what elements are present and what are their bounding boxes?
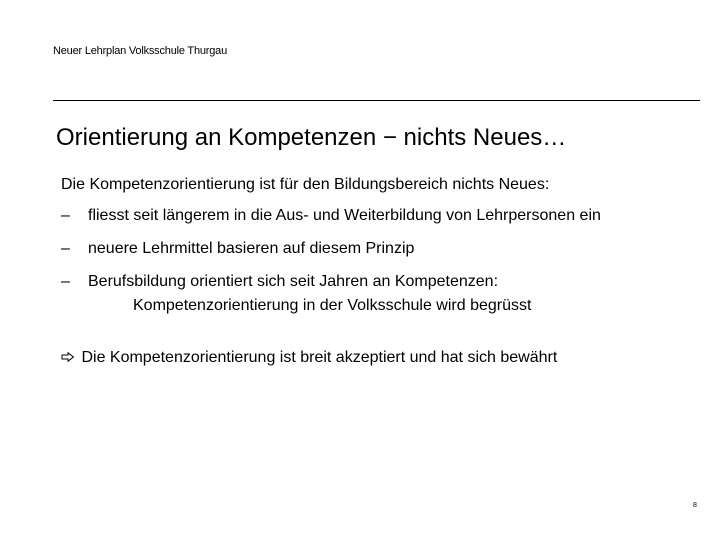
- header-divider: [53, 100, 700, 101]
- conclusion-line: [61, 349, 557, 367]
- slide-title: Orientierung an Kompetenzen − nichts Neues…: [56, 124, 567, 151]
- bullet-dash: –: [61, 207, 70, 224]
- intro-text: Die Kompetenzorientierung ist für den Bildungsbereich nichts Neues:: [61, 176, 550, 193]
- bullet-continuation-text: Kompetenzorientierung in der Volksschule wird begrüsst: [133, 297, 532, 314]
- document-header: Neuer Lehrplan Volksschule Thurgau: [53, 45, 228, 57]
- hollow-right-arrow-icon: [61, 349, 77, 367]
- bullet-dash: –: [61, 240, 70, 257]
- bullet-text: fliesst seit längerem in die Aus- und Weiterbildung von Lehrpersonen ein: [88, 207, 601, 224]
- bullet-dash: –: [61, 273, 70, 290]
- bullet-text: neuere Lehrmittel basieren auf diesem Prinzip: [88, 240, 415, 257]
- bullet-text: Berufsbildung orientiert sich seit Jahren an Kompetenzen:: [88, 273, 499, 290]
- conclusion-text: Die Kompetenzorientierung ist breit akzeptiert und hat sich bewährt: [81, 349, 558, 367]
- page-number: 8: [693, 502, 697, 509]
